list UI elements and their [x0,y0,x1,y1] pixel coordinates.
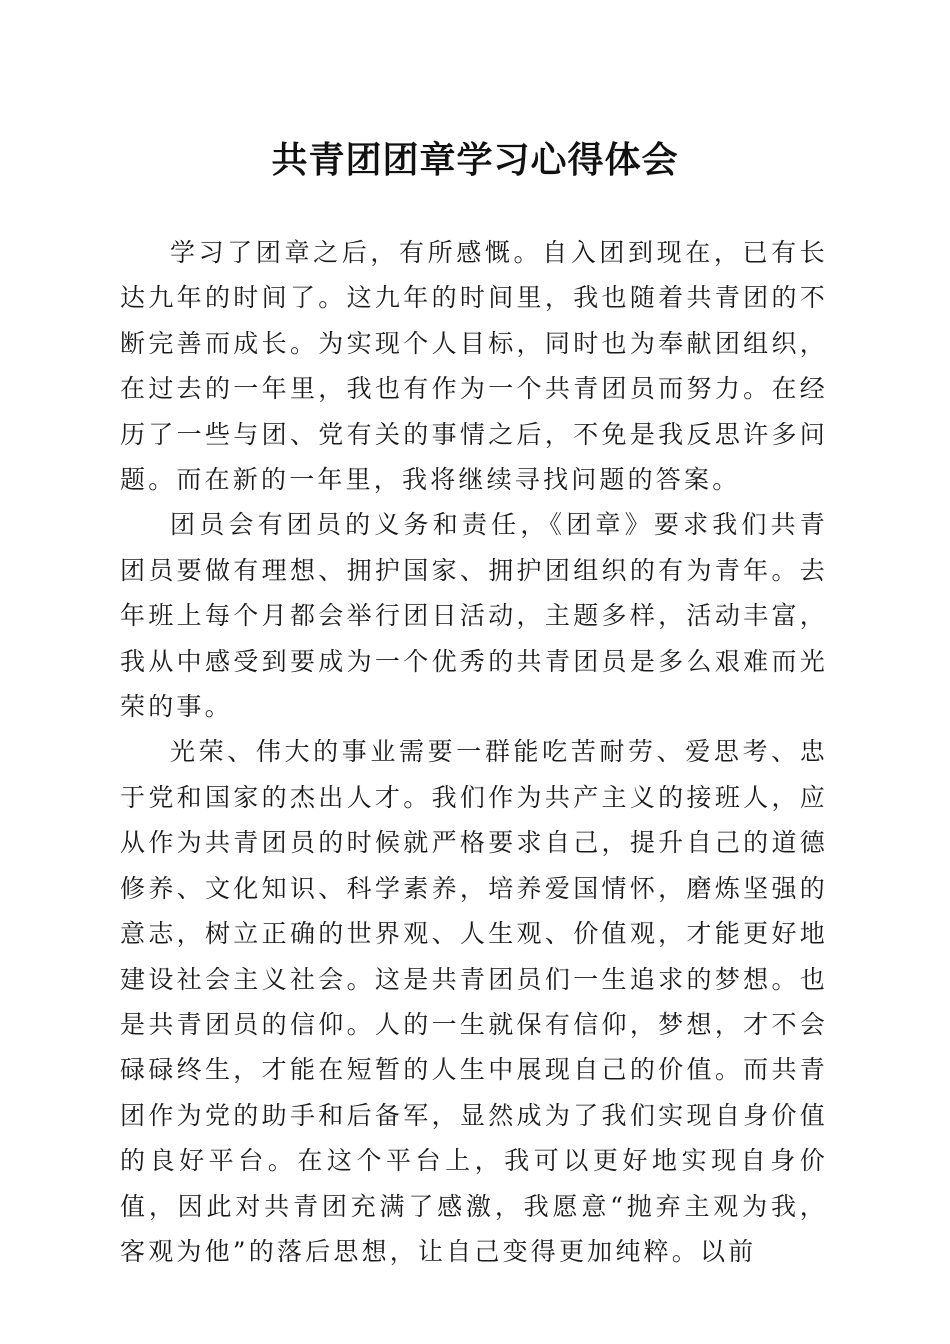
document-body [120,230,828,1274]
paragraph-1: 学习了团章之后，有所感慨。自入团到现在，已有长达九年的时间了。这九年的时间里，我也随着共青团的不断完善而成长。为实现个人目标，同时也为奉献团组织，在过去的一年里，我也有作为一个共青团员而努力。在经历了一些与团、党有关的事情之后，不免是我反思许多问题。而在新的一年里，我将继续寻找问题的答案。 [120,238,828,495]
document-title: 共青团团章学习心得体会 [271,139,679,181]
paragraph-3: 光荣、伟大的事业需要一群能吃苦耐劳、爱思考、忠于党和国家的杰出人才。我们作为共产主义的接班人，应从作为共青团员的时候就严格要求自己，提升自己的道德修养、文化知识、科学素养，培养爱国情怀，磨炼坚强的意志，树立正确的世界观、人生观、价值观，才能更好地建设社会主义社会。这是共青团员们一生追求的梦想。也是共青团员的信仰。人的一生就保有信仰，梦想，才不会碌碌终生，才能在短暂的人生中展现自己的价值。而共青团作为党的助手和后备军，显然成为了我们实现自身价值的良好平台。在这个平台上，我可以更好地实现自身价值，因此对共青团充满了感激，我愿意“抛弃主观为我，客观为他”的落后思想，让自己变得更加纯粹。以前 [120,737,828,1266]
paragraph-2: 团员会有团员的义务和责任，《团章》要求我们共青团员要做有理想、拥护国家、拥护团组织的有为青年。去年班上每个月都会举行团日活动，主题多样，活动丰富，我从中感受到要成为一个优秀的共青团员是多么艰难而光荣的事。 [120,510,828,722]
